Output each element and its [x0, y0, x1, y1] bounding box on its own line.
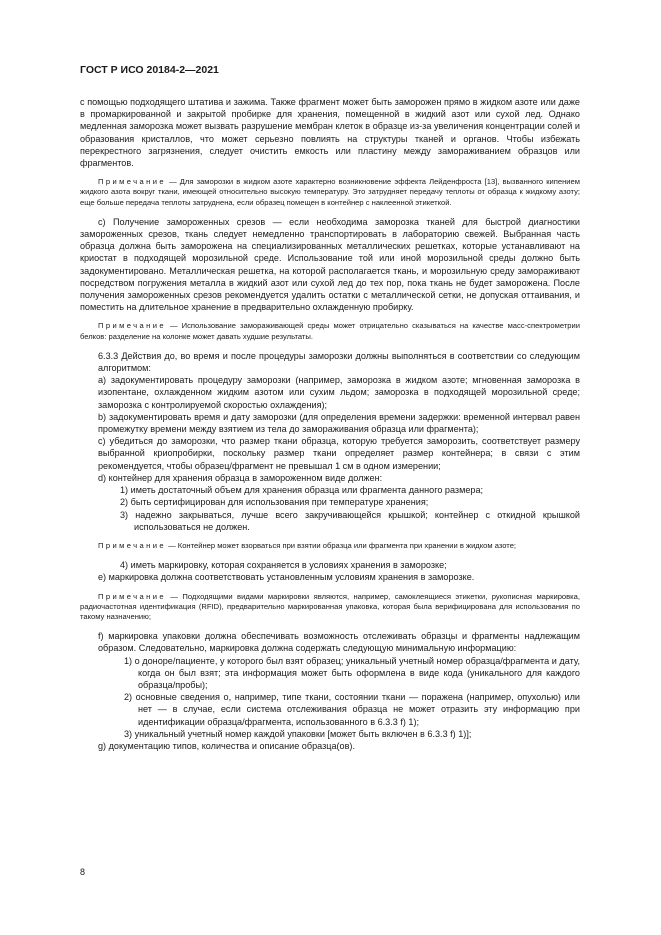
- list-item-f: f) маркировка упаковки должна обеспечивать возможность отслеживать образцы и фрагменты надлежащим образом. Следовательно, маркировка должна содержать следующую минимальную информацию:: [98, 631, 580, 654]
- note-label: Примечание: [98, 591, 166, 601]
- note-text: — Подходящими видами маркировки являются, например, самоклеящиеся этикетки, рукописная маркировка, радиочастотная идентификация (RFID), предварительно маркированная упаковка, которая была верифицирована для использования по такому назначению;: [80, 591, 580, 621]
- document-header: ГОСТ Р ИСО 20184-2—2021: [80, 64, 219, 76]
- section-6-3-3: [80, 350, 580, 533]
- list-item-d3: 3) надежно закрываться, лучше всего закручивающейся крышкой; контейнер с откидной крышкой использоваться не должен.: [120, 509, 580, 532]
- note-4: [80, 592, 580, 623]
- list-item-d4: 4) иметь маркировку, которая сохраняется в условиях хранения в заморозке;: [120, 560, 447, 571]
- list-item-c: c) убедиться до заморозки, что размер ткани образца, которую требуется заморозить, соответствует размеру выбранной криопробирки, поскольку размер ткани определяет размер контейнера; в связи с этим рекомендуется, чтобы образец/фрагмент не превышал 1 см в одном измерении;: [98, 436, 580, 471]
- list-block-d4-e: [80, 559, 580, 583]
- note-2: [80, 321, 580, 341]
- list-item-g: g) документацию типов, количества и описание образца(ов).: [98, 740, 355, 751]
- list-item-e: e) маркировка должна соответствовать установленным условиям хранения в заморозке.: [98, 572, 475, 583]
- list-item-f2: 2) основные сведения о, например, типе ткани, состоянии ткани — поражена (например, опухолью) или нет — в случае, если система отслеживания образца не может отразить эту информацию при идентификации образца/фрагмента, использованного в 6.3.3 f) 1);: [124, 692, 580, 727]
- document-body: [80, 96, 580, 760]
- paragraph-6-3-3: 6.3.3 Действия до, во время и после процедуры заморозки должны выполняться в соответствии со следующим алгоритмом:: [98, 350, 580, 374]
- note-label: Примечание: [98, 177, 166, 187]
- note-label: Примечание: [98, 321, 166, 331]
- note-1: [80, 177, 580, 208]
- note-3: [80, 541, 580, 551]
- list-item-d: d) контейнер для хранения образца в замороженном виде должен:: [98, 472, 383, 483]
- page-number: 8: [80, 867, 86, 877]
- note-text: — Для заморозки в жидком азоте характерно возникновение эффекта Лейденфроста [13], вызванного кипением жидкого азота вокруг ткани, имеющей относительно высокую температуру. Это затрудняет передачу теплоты от образца к жидкому азоту; еще больше передача теплоты затруднена, если образец помещен в контейнер с наклеенной этикеткой.: [80, 177, 580, 207]
- paragraph-intro: с помощью подходящего штатива и зажима. Также фрагмент может быть заморожен прямо в жидком азоте или даже в промаркированной и закрытой пробирке для хранения, помещенной в жидкий азот или сухой лед. Однако медленная заморозка может вызвать разрушение мембран клеток в образце из-за увеличения концентрации солей и образования кристаллов, что может серьезно повлиять на структуры тканей и органов. Чтобы избежать перекрестного загрязнения, следует очистить емкость или пластину между замораживанием образцов или фрагментов.: [80, 97, 580, 169]
- list-item-f3: 3) уникальный учетный номер каждой упаковки [может быть включен в 6.3.3 f) 1)];: [124, 728, 472, 739]
- note-text: — Контейнер может взорваться при взятии образца или фрагмента при хранении в жидком азоте;: [165, 540, 517, 550]
- note-label: Примечание: [98, 540, 166, 550]
- list-block-f-g: [80, 630, 580, 752]
- list-item-f1: 1) о доноре/пациенте, у которого был взят образец; уникальный учетный номер образца/фрагмента и дату, когда он был взят; эта информация может быть оформлена в виде кода (уникального для каждого образца/пробы);: [124, 655, 580, 690]
- paragraph-c: c) Получение замороженных срезов — если необходима заморозка тканей для быстрой диагностики замороженных срезов, ткань следует немедленно транспортировать в лабораторию свежей. Выбранная часть образца должна быть заморожена на специализированных металлических решетках, которые устанавливают на криостат в подходящей морозильной среде. Использование той или иной морозильной среды должно быть задокументировано. Металлическая решетка, на которой располагается ткань, и морозильную среду замораживают посредством погружения металла в жидкий азот или сухой лед до тех пор, пока ткань не будет заморожена. После получения замороженных срезов рекомендуется удалить остатки с металлической сетки, не допуская оттаивания, и поместить на длительное хранение в предварительно охлажденную пробирку.: [80, 216, 580, 313]
- list-item-d2: 2) быть сертифицирован для использования при температуре хранения;: [120, 497, 429, 508]
- note-text: — Использование замораживающей среды может отрицательно сказываться на качестве масс-спектрометрии белков: разделение на колонке может давать худшие результаты.: [80, 321, 580, 341]
- list-item-d1: 1) иметь достаточный объем для хранения образца или фрагмента данного размера;: [120, 485, 484, 496]
- list-item-a: a) задокументировать процедуру заморозки (например, заморозка в жидком азоте; мгновенная заморозка в изопентане, охлажденном жидким азотом или сухим льдом; заморозка в подходящей морозильной среде; заморозка с контролируемой скоростью охлаждения);: [98, 375, 580, 410]
- list-item-b: b) задокументировать время и дату заморозки (для определения времени задержки: временной интервал равен промежутку времени между взятием из тела до замораживания образца или фрагмента);: [98, 411, 580, 435]
